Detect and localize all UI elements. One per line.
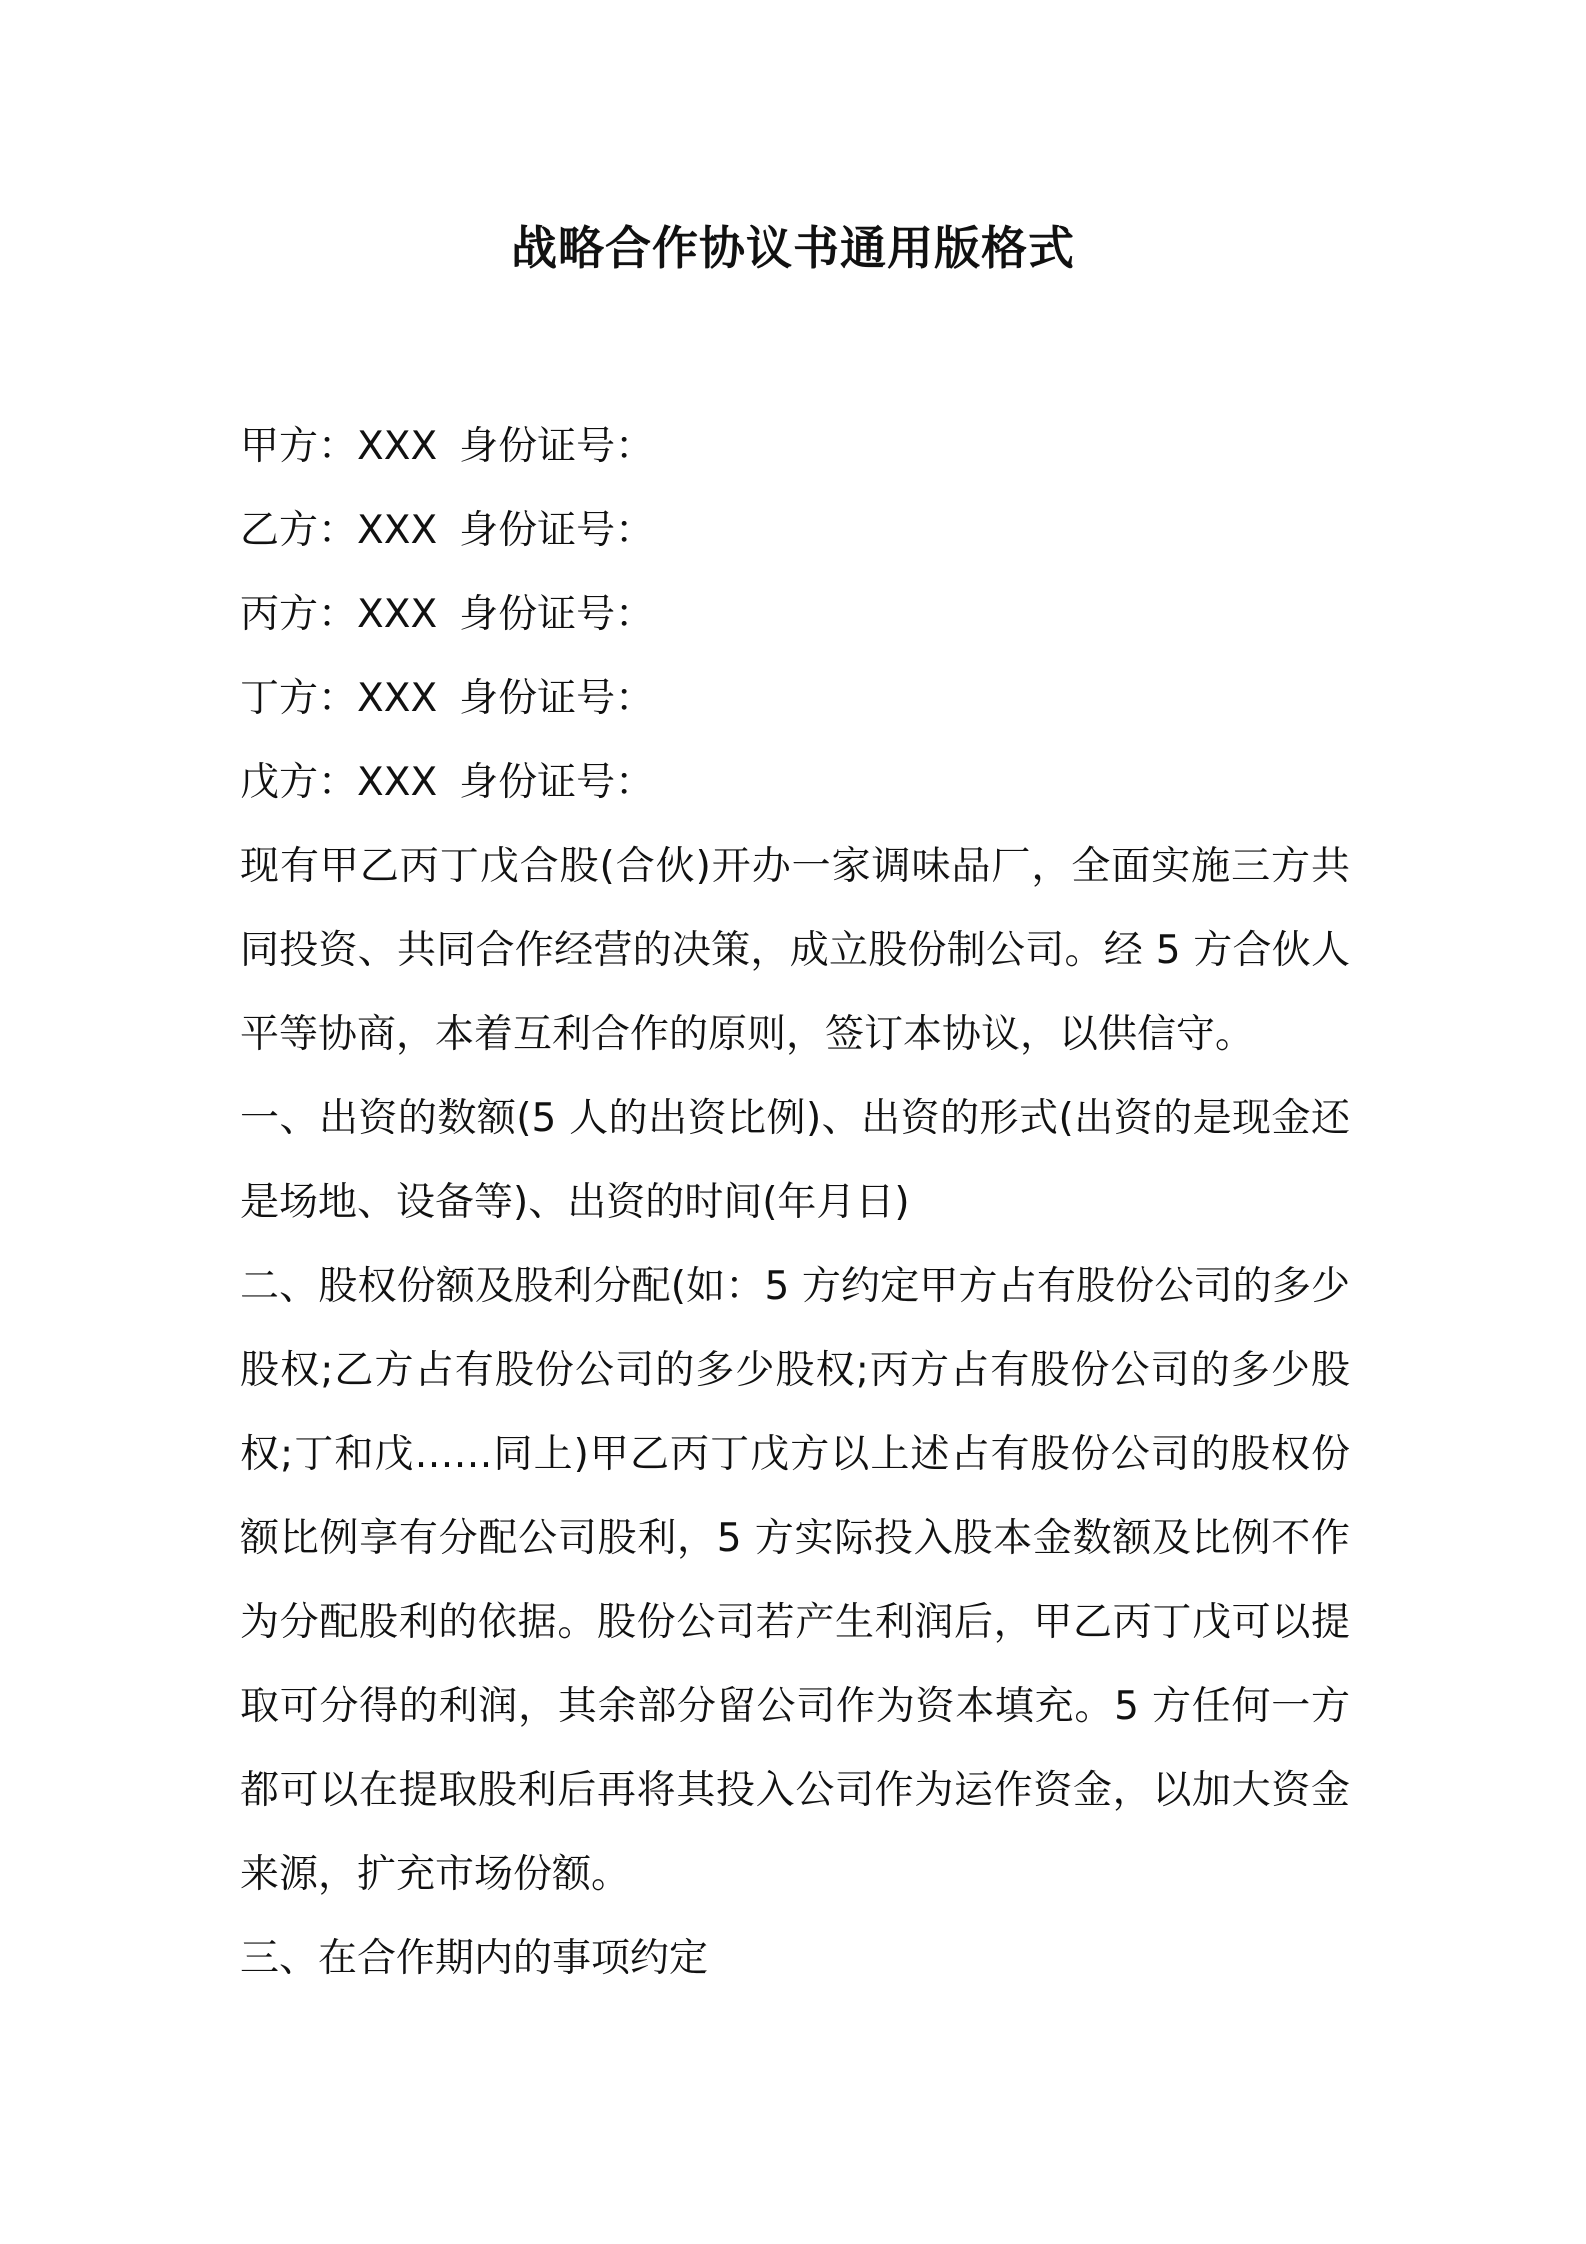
party-value: XXX xyxy=(357,760,438,805)
party-line-bing xyxy=(240,573,1350,657)
intro-paragraph: 现有甲乙丙丁戊合股(合伙)开办一家调味品厂，全面实施三方共同投资、共同合作经营的决策，成立股份制公司。经 5 方合伙人平等协商，本着互利合作的原则，签订本协议，以供信守。 xyxy=(240,844,1350,1057)
section-1-capital-contribution: 一、出资的数额(5 人的出资比例)、出资的形式(出资的是现金还是场地、设备等)、出资的时间(年月日) xyxy=(240,1096,1350,1225)
party-name: 丙方： xyxy=(240,592,358,637)
party-name: 乙方： xyxy=(240,508,358,553)
party-value: XXX xyxy=(357,592,438,637)
party-value: XXX xyxy=(357,424,438,469)
id-number-label: 身份证号： xyxy=(459,676,655,721)
section-2-equity-and-dividends: 二、股权份额及股利分配(如：5 方约定甲方占有股份公司的多少股权;乙方占有股份公司的多少股权;丙方占有股份公司的多少股权;丁和戊……同上)甲乙丙丁戊方以上述占有股份公司的股权份额比例享有分配公司股利，5 方实际投入股本金数额及比例不作为分配股利的依据。股份公司若产生利润后，甲乙丙丁戊可以提取可分得的利润，其余部分留公司作为资本填充。5 方任何一方都可以在提取股利后再将其投入公司作为运作资金，以加大资金来源，扩充市场份额。 xyxy=(240,1264,1350,1897)
id-number-label: 身份证号： xyxy=(459,592,655,637)
id-number-label: 身份证号： xyxy=(459,424,655,469)
section-3-heading: 三、在合作期内的事项约定 xyxy=(240,1936,709,1981)
document-title: 战略合作协议书通用版格式 xyxy=(511,221,1075,275)
party-value: XXX xyxy=(357,676,438,721)
id-number-label: 身份证号： xyxy=(459,760,655,805)
party-line-ding xyxy=(240,657,1350,741)
party-value: XXX xyxy=(357,508,438,553)
party-line-yi xyxy=(240,489,1350,573)
document-body xyxy=(240,405,1350,2001)
party-line-wu xyxy=(240,741,1350,825)
id-number-label: 身份证号： xyxy=(459,508,655,553)
party-name: 丁方： xyxy=(240,676,358,721)
party-line-jia xyxy=(240,405,1350,489)
party-name: 甲方： xyxy=(240,424,358,469)
party-name: 戊方： xyxy=(240,760,358,805)
